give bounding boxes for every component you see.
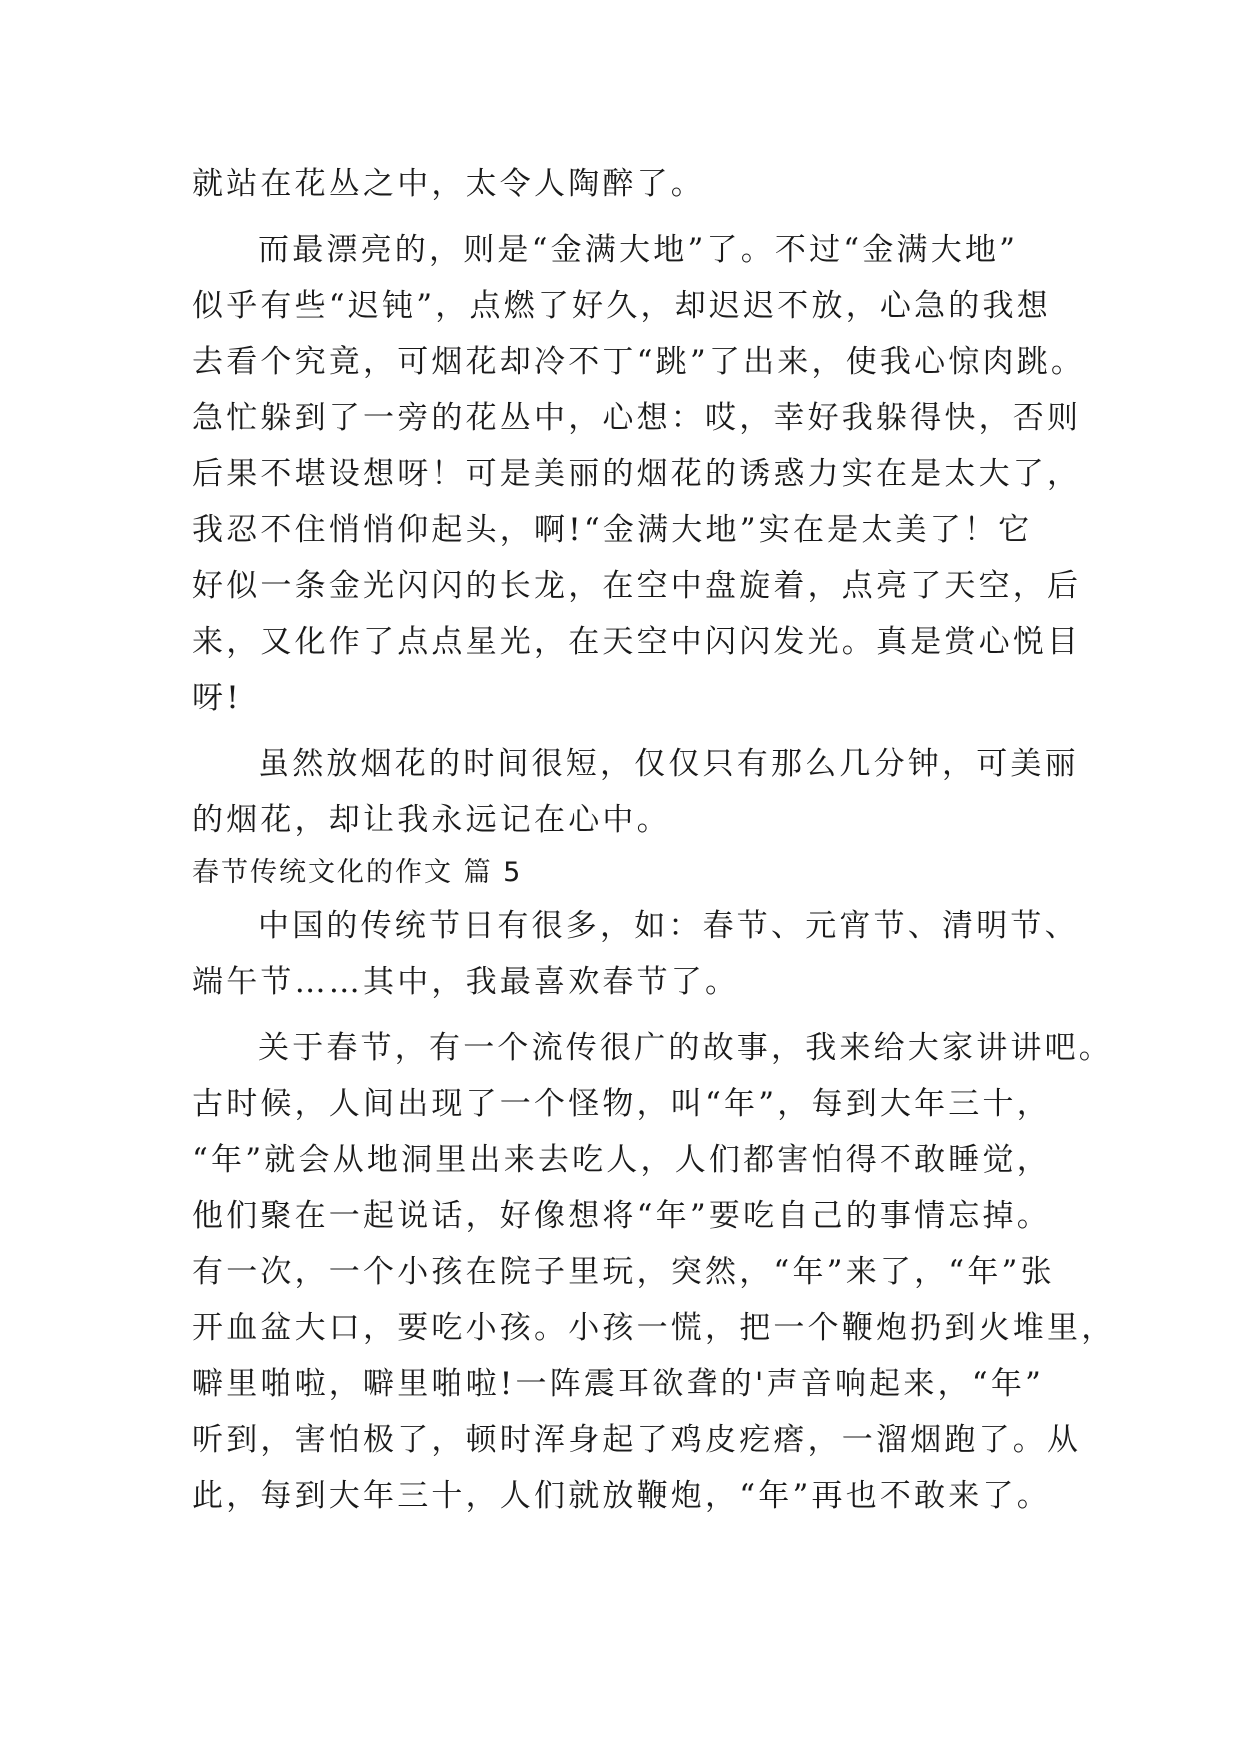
text-line: 去看个究竟，可烟花却冷不丁“跳”了出来，使我心惊肉跳。 (192, 344, 1086, 380)
text-line: 的烟花，却让我永远记在心中。 (192, 802, 671, 838)
text-line: 我忍不住悄悄仰起头，啊!“金满大地”实在是太美了！它 (192, 512, 1033, 548)
paragraph-festivals (192, 898, 1079, 1010)
text-line: 似乎有些“迟钝”，点燃了好久，却迟迟不放，心急的我想 (192, 288, 1051, 324)
text-line: 关于春节，有一个流传很广的故事，我来给大家讲讲吧。 (258, 1030, 1113, 1066)
text-line: 有一次，一个小孩在院子里玩，突然，“年”来了，“年”张 (192, 1254, 1055, 1290)
text-line: 后果不堪设想呀！可是美丽的烟花的诱惑力实在是太大了， (192, 456, 1082, 492)
text-line: 中国的传统节日有很多，如：春节、元宵节、清明节、 (258, 908, 1079, 944)
text-line: 急忙躲到了一旁的花丛中，心想：哎，幸好我躲得快，否则 (192, 400, 1082, 436)
text-line: 听到，害怕极了，顿时浑身起了鸡皮疙瘩，一溜烟跑了。从 (192, 1422, 1082, 1458)
text-line: 古时候，人间出现了一个怪物，叫“年”，每到大年三十， (192, 1086, 1051, 1122)
text-line: 开血盆大口，要吃小孩。小孩一慌，把一个鞭炮扔到火堆里， (192, 1310, 1116, 1346)
paragraph-nian-story (192, 1020, 1116, 1524)
text-line: 虽然放烟花的时间很短，仅仅只有那么几分钟，可美丽 (258, 746, 1079, 782)
paragraph-fireworks-golden (192, 222, 1086, 726)
text-line: 就站在花丛之中，太令人陶醉了。 (192, 166, 705, 202)
text-line: 来，又化作了点点星光，在天空中闪闪发光。真是赏心悦目 (192, 624, 1082, 660)
section-heading: 春节传统文化的作文 篇 5 (192, 857, 523, 888)
text-line: 此，每到大年三十，人们就放鞭炮，“年”再也不敢来了。 (192, 1478, 1051, 1514)
text-line: 端午节……其中，我最喜欢春节了。 (192, 964, 740, 1000)
document-page (192, 156, 1116, 1524)
paragraph-continuation (192, 156, 1060, 212)
text-line: 好似一条金光闪闪的长龙，在空中盘旋着，点亮了天空，后 (192, 568, 1082, 604)
text-line: 噼里啪啦，噼里啪啦!一阵震耳欲聋的'声音响起来，“年” (192, 1366, 1045, 1402)
text-line: “年”就会从地洞里出来去吃人，人们都害怕得不敢睡觉， (192, 1142, 1051, 1178)
text-line: 他们聚在一起说话，好像想将“年”要吃自己的事情忘掉。 (192, 1198, 1051, 1234)
text-line: 呀! (192, 680, 242, 716)
paragraph-conclusion (192, 736, 1079, 848)
text-line: 而最漂亮的，则是“金满大地”了。不过“金满大地” (258, 232, 1019, 268)
